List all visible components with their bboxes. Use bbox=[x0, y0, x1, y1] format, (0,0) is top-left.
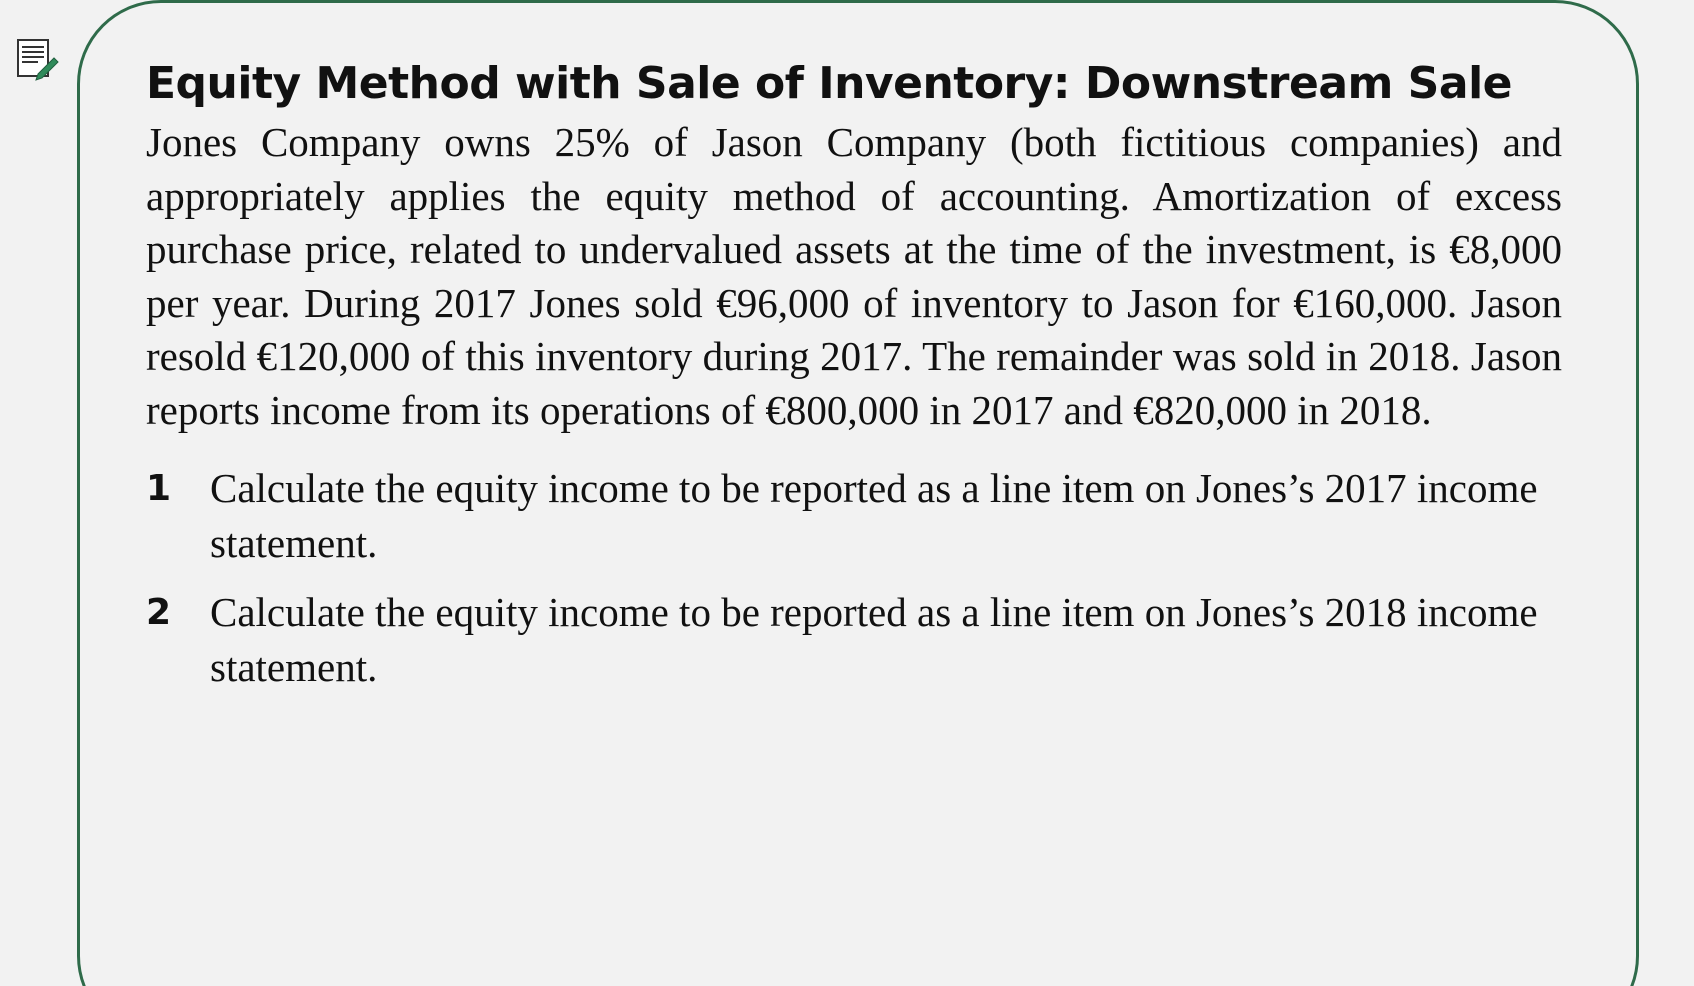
question-item bbox=[146, 461, 1562, 571]
question-number: 1 bbox=[146, 468, 172, 509]
question-text: Calculate the equity income to be reported as a line item on Jones’s 2017 income statement. bbox=[210, 465, 1538, 566]
problem-description: Jones Company owns 25% of Jason Company (both fictitious companies) and appropriately applies the equity method of accounting. Amortization of excess purchase price, related to undervalued assets at the time of the investment, is €8,000 per year. During 2017 Jones sold €96,000 of inventory to Jason for €160,000. Jason resold €120,000 of this inventory during 2017. The remainder was sold in 2018. Jason reports income from its operations of €800,000 in 2017 and €820,000 in 2018. bbox=[146, 119, 1562, 433]
edit-note-icon[interactable] bbox=[16, 38, 60, 84]
question-list bbox=[146, 461, 1562, 695]
question-item bbox=[146, 585, 1562, 695]
problem-title: Equity Method with Sale of Inventory: Downstream Sale bbox=[146, 58, 1512, 109]
question-number: 2 bbox=[146, 592, 172, 633]
problem-content bbox=[146, 56, 1562, 709]
question-text: Calculate the equity income to be reported as a line item on Jones’s 2018 income statement. bbox=[210, 589, 1538, 690]
